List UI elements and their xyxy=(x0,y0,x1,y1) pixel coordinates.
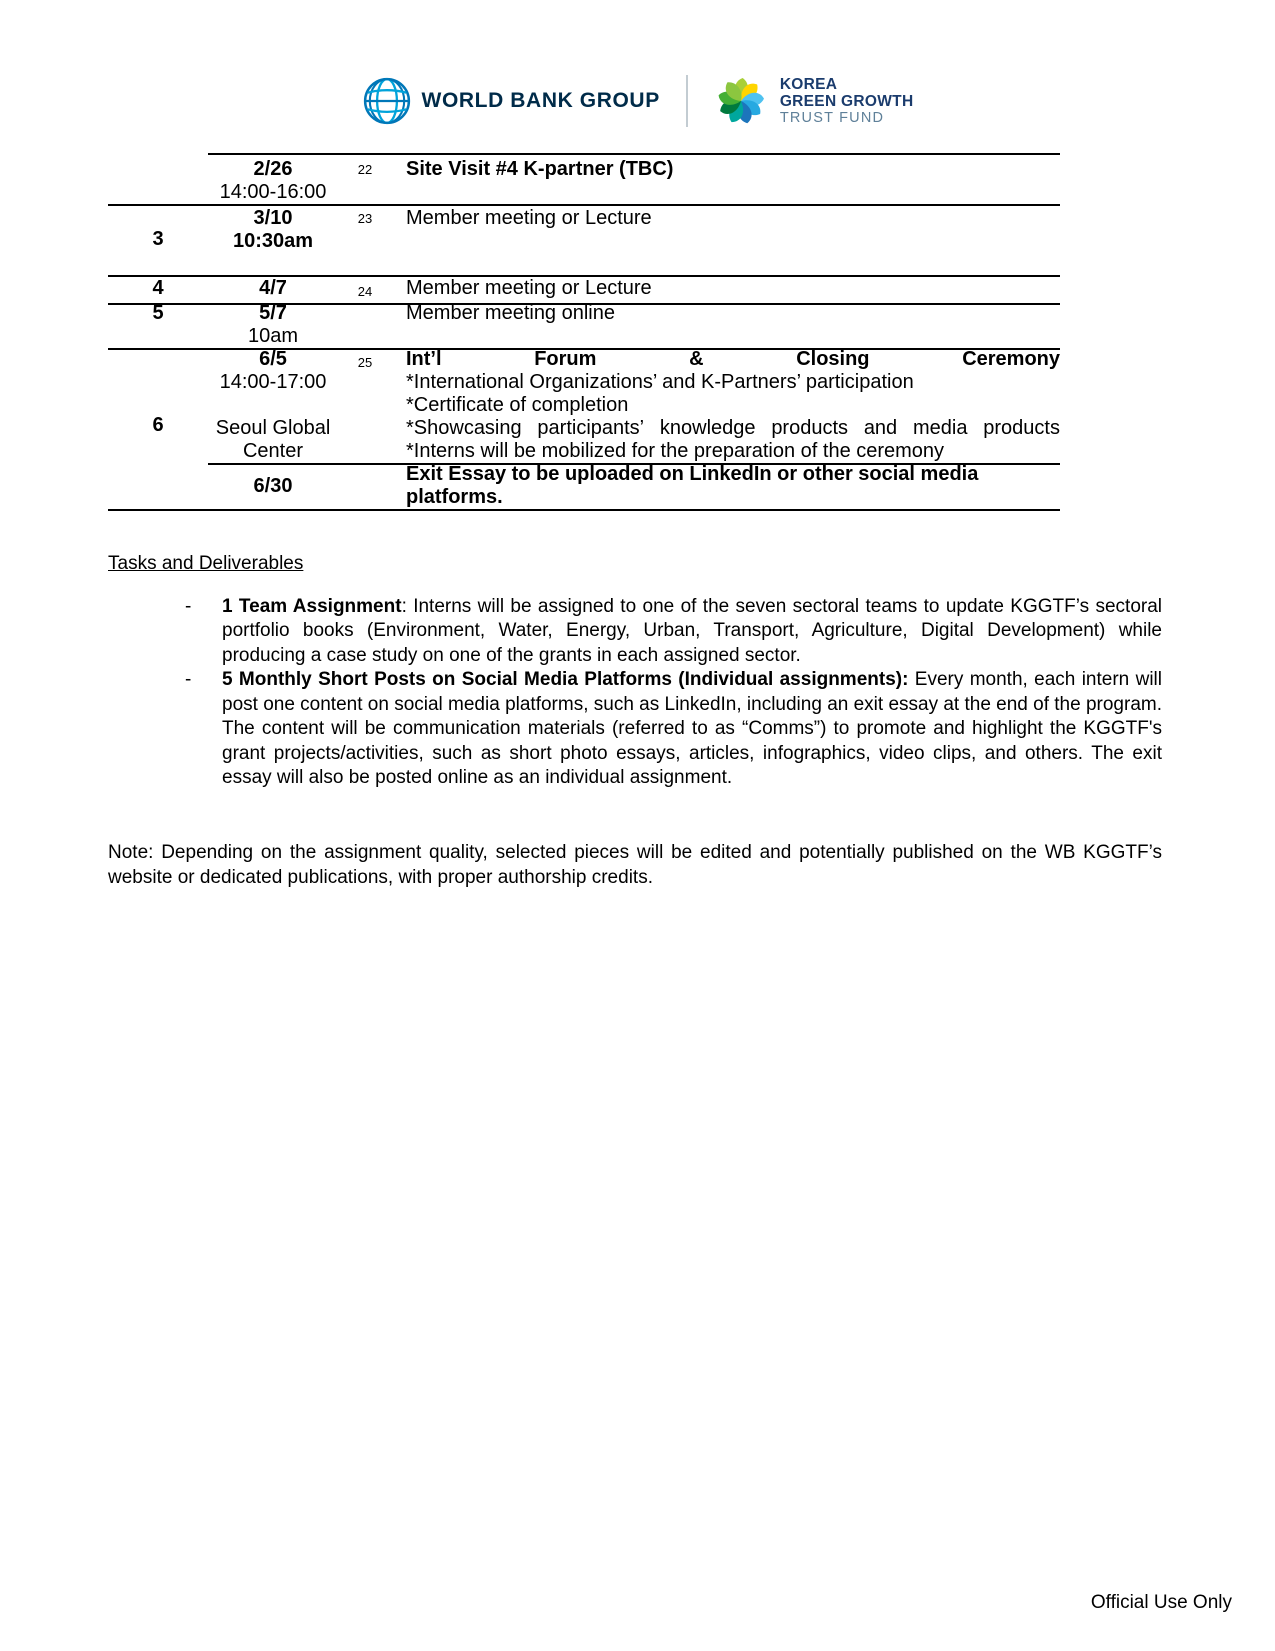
bullet-body-text: Every month, each intern will post one content on social media platforms, such as LinkedIn, including an exit essay at the end of the program. The content will be communication materials (referred to as “Comms”) to promote and highlight the KGGTF's grant projects/activities, such as short photo essays, articles, infographics, video clips, and others. The exit essay will also be posted online as an individual assignment. xyxy=(222,669,1162,788)
pinwheel-icon xyxy=(714,74,768,128)
date-cell: 6/30 xyxy=(208,463,338,511)
showcase-line: *Showcasing participants’ knowledge products and media products xyxy=(406,417,1060,439)
event-cell: Member meeting or Lecture xyxy=(392,204,1060,277)
bullet-body-text: : Interns will be assigned to one of the seven sectoral teams to update KGGTF’s sectoral portfolio books (Environment, Water, Energy, Urban, Transport, Agriculture, Digital Development) while producing a case study on one of the grants in each assigned sector. xyxy=(222,595,1163,666)
table-row xyxy=(108,348,1060,463)
event-cell: Site Visit #4 K-partner (TBC) xyxy=(392,153,1060,206)
date-cell: 2/26 14:00-16:00 xyxy=(208,153,338,206)
footnote-ref: 24 xyxy=(338,277,392,305)
event-cell: Int’l Forum & Closing Ceremony *International Organizations’ and K-Partners’ participation *Certificate of completion *Showcasing participants’ knowledge products and media products *Interns will be mobilized for the preparation of the ceremony xyxy=(392,348,1060,465)
kggtf-wordmark xyxy=(780,76,914,127)
footnote-ref xyxy=(338,463,392,511)
list-item xyxy=(108,595,1162,669)
bullet-bold-lead: 5 Monthly Short Posts on Social Media Platforms (Individual assignments): xyxy=(222,669,909,690)
kggtf-line-korea: KOREA xyxy=(779,75,838,93)
kggtf-line-greengrowth: GREEN GROWTH xyxy=(779,92,914,110)
schedule-table xyxy=(108,153,1060,508)
footnote-ref xyxy=(338,302,392,350)
date-cell: 4/7 xyxy=(208,277,338,305)
table-row xyxy=(108,153,1060,204)
kggtf-line-trustfund: TRUST FUND xyxy=(779,109,885,126)
tasks-heading: Tasks and Deliverables xyxy=(108,553,304,574)
week-cell: 3 xyxy=(108,204,208,277)
bullet-marker: - xyxy=(185,669,192,690)
footnote-ref: 25 xyxy=(338,348,392,465)
week-cell xyxy=(108,153,208,206)
logo-divider xyxy=(686,75,688,127)
table-row xyxy=(108,463,1060,508)
bullet-bold-lead: 1 Team Assignment xyxy=(222,595,402,617)
list-item xyxy=(108,668,1162,791)
forum-title-line: Int’l Forum & Closing Ceremony xyxy=(406,348,1060,370)
week-cell: 6 xyxy=(152,414,164,436)
date-cell: 5/7 10am xyxy=(208,302,338,350)
footnote-ref: 23 xyxy=(338,204,392,277)
kggtf-logo xyxy=(714,74,914,128)
date-cell: 6/5 14:00-17:00 Seoul Global Center xyxy=(208,348,338,465)
event-cell: Member meeting online xyxy=(392,302,1060,350)
world-bank-wordmark: WORLD BANK GROUP xyxy=(421,89,660,112)
week-cell: 4 xyxy=(108,277,208,305)
date-cell: 3/10 10:30am xyxy=(208,204,338,277)
world-bank-logo xyxy=(362,76,660,126)
table-row xyxy=(108,277,1060,302)
event-cell: Member meeting or Lecture xyxy=(392,277,1060,305)
bullet-marker: - xyxy=(185,595,192,617)
table-row xyxy=(108,204,1060,277)
sensitivity-label: Official Use Only xyxy=(1090,1592,1232,1613)
event-cell: Exit Essay to be uploaded on LinkedIn or other social media platforms. xyxy=(392,463,1060,511)
header-logos xyxy=(0,74,1275,128)
table-row xyxy=(108,302,1060,348)
note-paragraph: Note: Depending on the assignment quality, selected pieces will be edited and potentially published on the WB KGGTF’s website or dedicated publications, with proper authorship credits. xyxy=(108,842,1162,888)
week-cell: 5 xyxy=(108,302,208,350)
tasks-section xyxy=(108,552,1162,791)
globe-icon xyxy=(362,76,412,126)
footnote-ref: 22 xyxy=(338,153,392,206)
